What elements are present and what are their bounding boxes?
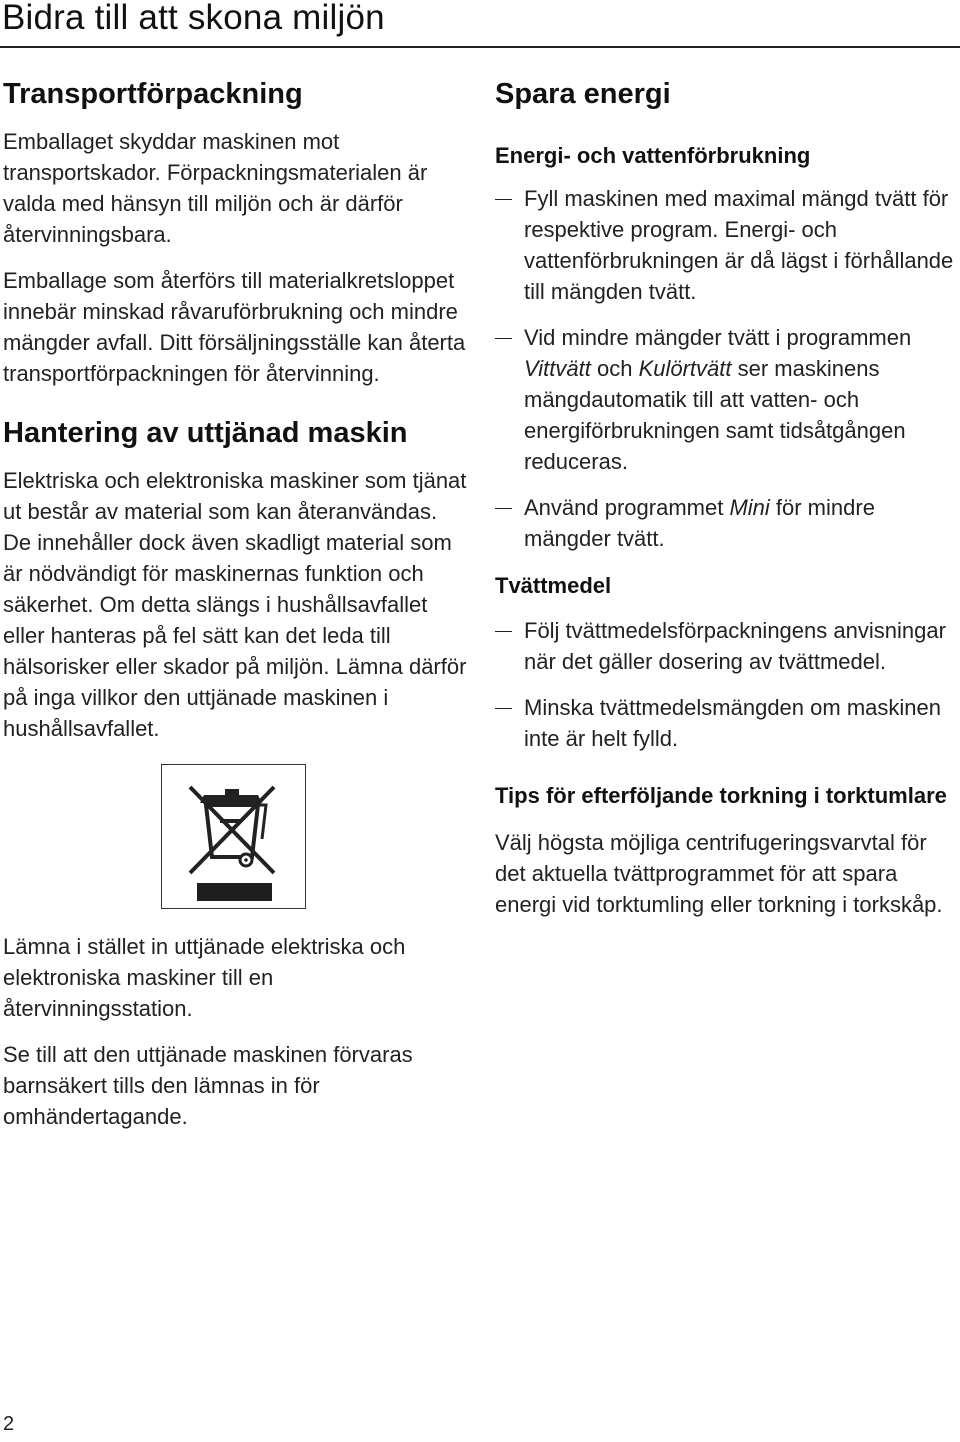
left-column (3, 74, 468, 1132)
title-divider (0, 46, 960, 48)
crossed-out-wheelie-bin-icon (162, 765, 307, 910)
list-item: Vid mindre mängder tvätt i programmen Vittvätt och Kulörtvätt ser maskinens mängdautomatik till att vatten- och energiförbrukningen samt tidsåtgången reduceras. (495, 322, 955, 477)
disposal-paragraph-3: Se till att den uttjänade maskinen förvaras barnsäkert tills den lämnas in för omhändertagande. (3, 1042, 413, 1129)
page-number: 2 (3, 1413, 15, 1435)
disposal-paragraph-2: Lämna i stället in uttjänade elektriska och elektroniska maskiner till en återvinningsstation. (3, 934, 406, 1021)
detergent-list (495, 615, 955, 754)
subheading-energy-water: Energi- och vattenförbrukning (495, 143, 811, 168)
section-heading-energy: Spara energi (495, 78, 671, 110)
list-item: Minska tvättmedelsmängden om maskinen inte är helt fylld. (495, 692, 955, 754)
drying-paragraph: Välj högsta möjliga centrifugeringsvarvtal för det aktuella tvättprogrammet för att spara energi vid torktumling eller torkning i torkskåp. (495, 830, 943, 917)
list-item: Använd programmet Mini för mindre mängder tvätt. (495, 492, 955, 554)
weee-symbol-box (161, 764, 306, 909)
list-item: Följ tvättmedelsförpackningens anvisningar när det gäller dosering av tvättmedel. (495, 615, 955, 677)
transport-paragraph-1: Emballaget skyddar maskinen mot transportskador. Förpackningsmaterialen är valda med hänsyn till miljön och är därför återvinningsbara. (3, 129, 428, 247)
page-title: Bidra till att skona miljön (2, 0, 385, 37)
section-heading-transport: Transportförpackning (3, 78, 303, 110)
energy-list (495, 183, 955, 554)
section-heading-disposal: Hantering av uttjänad maskin (3, 417, 408, 449)
subheading-detergent: Tvättmedel (495, 573, 612, 598)
list-item: Fyll maskinen med maximal mängd tvätt för respektive program. Energi- och vattenförbrukningen är då lägst i förhållande till mängden tvätt. (495, 183, 955, 307)
transport-paragraph-2: Emballage som återförs till materialkretsloppet innebär minskad råvaruförbrukning och mindre mängder avfall. Ditt försäljningsställe kan återta transportförpackningen för återvinning. (3, 268, 466, 386)
disposal-paragraph-1: Elektriska och elektroniska maskiner som tjänat ut består av material som kan återanvändas. De innehåller dock även skadligt material som är nödvändigt för maskinernas funktion och säkerhet. Om detta slängs i hushållsavfallet eller hanteras på fel sätt kan det leda till hälsorisker eller skador på miljön. Lämna därför på inga villkor den uttjänade maskinen i hushållsavfallet. (3, 468, 467, 741)
right-column (495, 74, 955, 920)
subheading-drying-tips: Tips för efterföljande torkning i torktumlare (495, 783, 947, 808)
